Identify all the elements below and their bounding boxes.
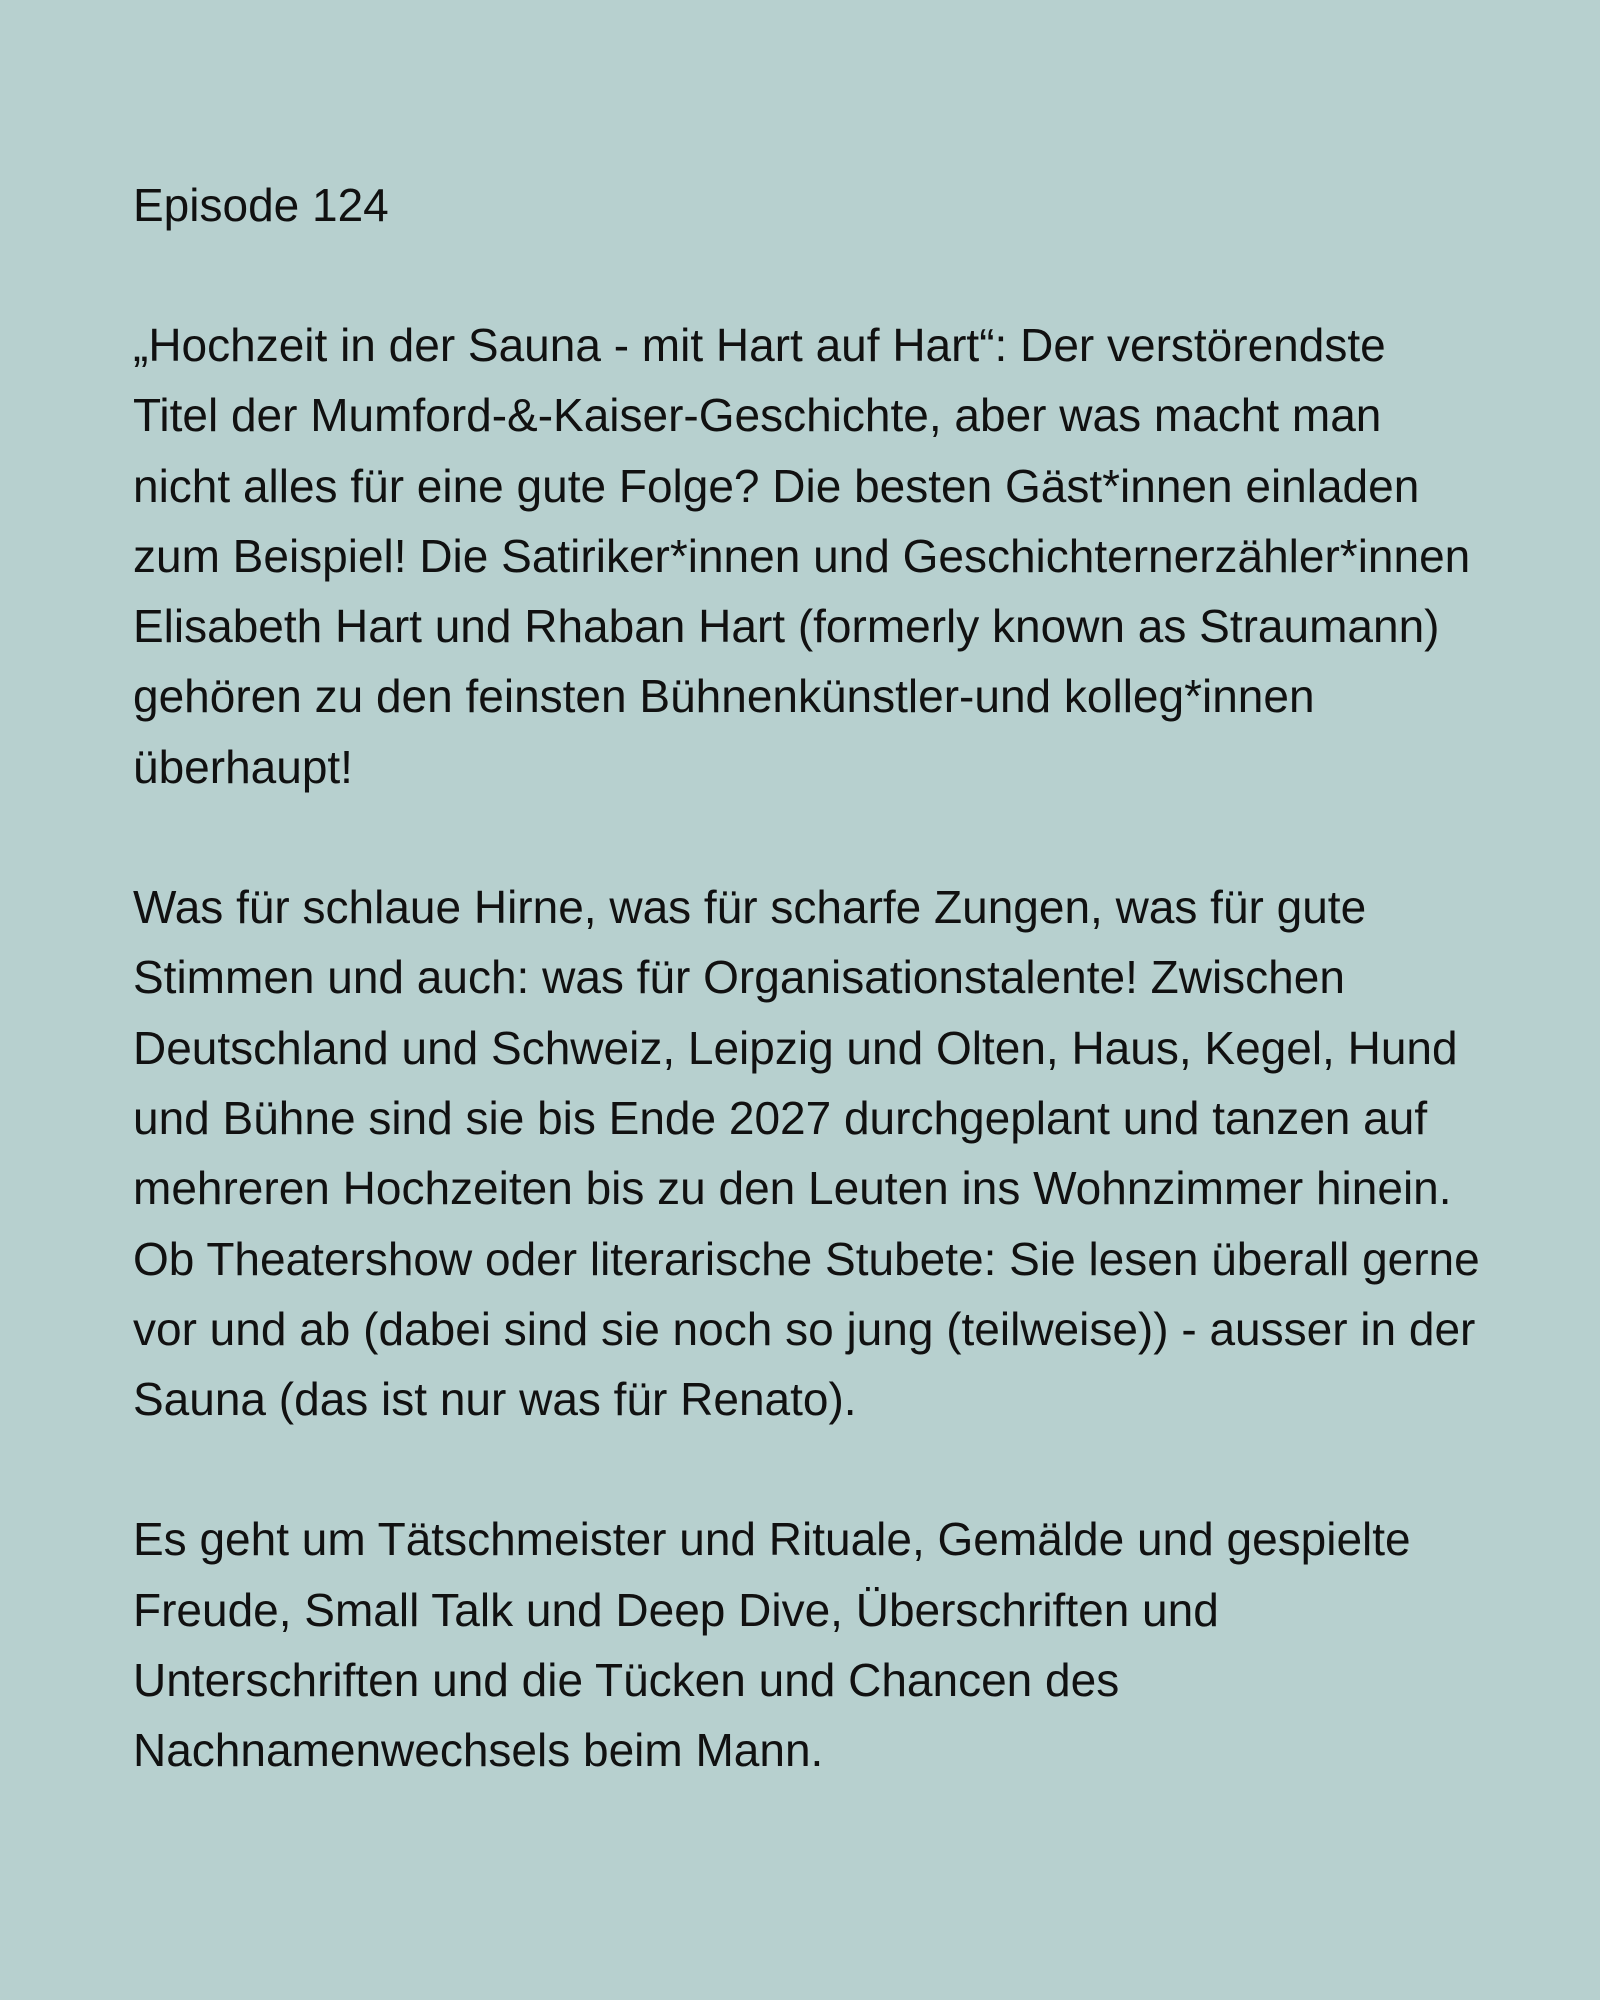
paragraph-guests: Was für schlaue Hirne, was für scharfe Zungen, was für gute Stimmen und auch: was für Organisationstalente! Zwischen Deutschland und Schweiz, Leipzig und Olten, Haus, Kegel, Hund und Bühne sind sie bis Ende 2027 durchgeplant und tanzen auf mehreren Hochzeiten bis zu den Leuten ins Wohnzimmer hinein. Ob Theatershow oder literarische Stubete: Sie lesen überall gerne vor und ab (dabei sind sie noch so jung (teilweise)) - ausser in der Sauna (das ist nur was für Renato).	[133, 881, 1480, 1426]
paragraph-intro: „Hochzeit in der Sauna - mit Hart auf Hart“: Der verstörendste Titel der Mumford-&-Kaiser-Geschichte, aber was macht man nicht alles für eine gute Folge? Die besten Gäst*innen einladen zum Beispiel! Die Satiriker*innen und Geschichternerzähler*innen Elisabeth Hart und Rhaban Hart (formerly known as Straumann) gehören zu den feinsten Bühnenkünstler-und kolleg*innen überhaupt!	[133, 319, 1471, 793]
episode-title: Episode 124	[133, 179, 389, 231]
paragraph-topics: Es geht um Tätschmeister und Rituale, Gemälde und gespielte Freude, Small Talk und Deep Dive, Überschriften und Unterschriften und die Tücken und Chancen des Nachnamenwechsels beim Mann.	[133, 1513, 1411, 1777]
